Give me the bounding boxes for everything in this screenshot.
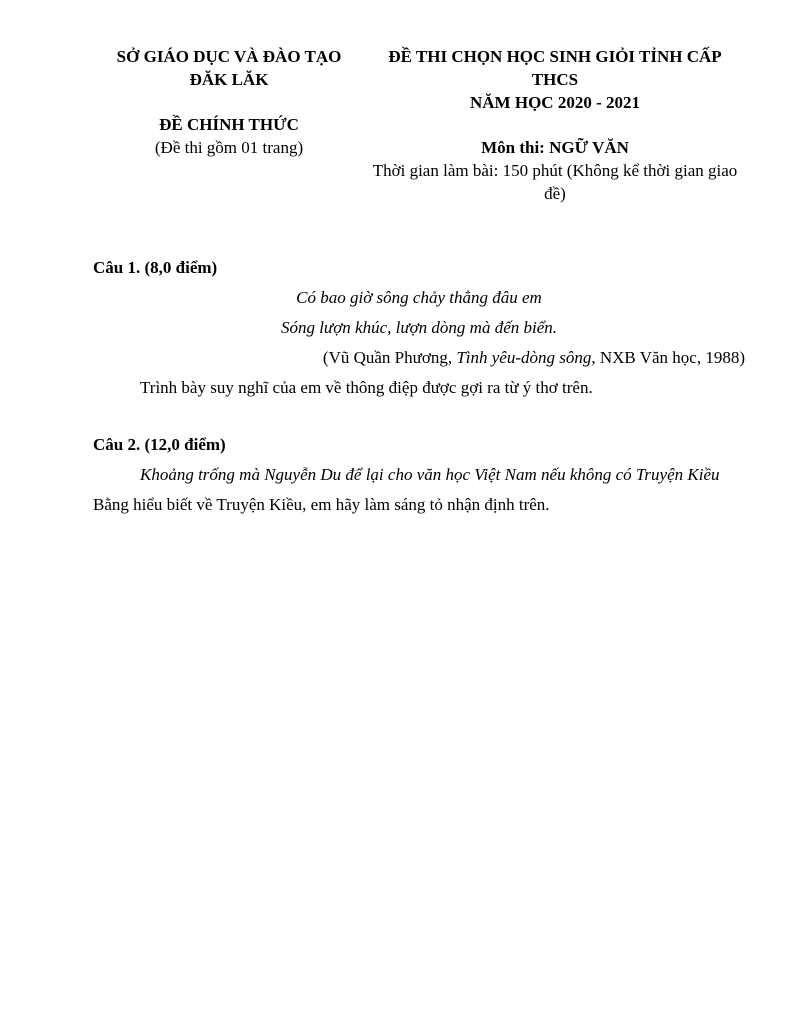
- header-left-column: [93, 45, 365, 205]
- school-year: NĂM HỌC 2020 - 2021: [470, 93, 640, 112]
- question-2-heading: Câu 2. (12,0 điểm): [93, 435, 226, 454]
- document-header: [93, 45, 745, 205]
- verse-line-2: Sóng lượn khúc, lượn dòng mà đến biển.: [280, 318, 558, 337]
- verse-line-1: Có bao giờ sông chảy thẳng đâu em: [296, 288, 542, 307]
- citation-publisher: , NXB Văn học, 1988): [591, 348, 745, 367]
- citation-author: (Vũ Quần Phương,: [322, 348, 457, 367]
- question-2-quote: Khoảng trống mà Nguyễn Du để lại cho văn học Việt Nam nếu không có Truyện Kiều: [140, 465, 720, 484]
- question-1-block: [93, 253, 745, 403]
- page-count-note: (Đề thi gồm 01 trang): [154, 138, 304, 157]
- exam-title: ĐỀ THI CHỌN HỌC SINH GIỎI TỈNH CẤP THCS: [388, 47, 722, 89]
- header-right-column: [365, 45, 745, 205]
- exam-status-label: ĐỀ CHÍNH THỨC: [159, 115, 299, 134]
- issuing-department: SỞ GIÁO DỤC VÀ ĐÀO TẠO: [116, 47, 342, 66]
- question-1-prompt: Trình bày suy nghĩ của em về thông điệp được gợi ra từ ý thơ trên.: [140, 378, 593, 397]
- province-name: ĐĂK LĂK: [189, 70, 269, 89]
- citation-work-title: Tình yêu-dòng sông: [456, 348, 592, 367]
- duration-line: Thời gian làm bài: 150 phút (Không kể thời gian giao đề): [372, 161, 738, 203]
- question-1-heading: Câu 1. (8,0 điểm): [93, 258, 218, 277]
- question-2-block: [93, 430, 745, 520]
- subject-line: Môn thi: NGỮ VĂN: [481, 138, 629, 157]
- question-2-prompt: Bằng hiểu biết về Truyện Kiều, em hãy làm sáng tỏ nhận định trên.: [93, 495, 550, 514]
- verse-citation: [93, 343, 745, 373]
